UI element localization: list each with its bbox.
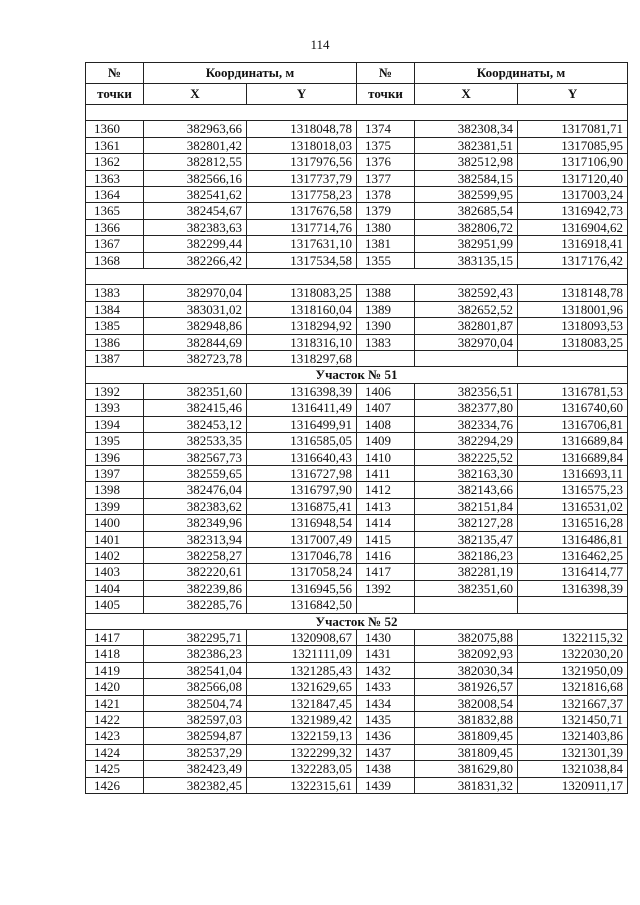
table-row — [86, 187, 628, 203]
x-coordinate-cell: 382512,98 — [415, 154, 518, 170]
x-coordinate-cell: 382386,23 — [144, 646, 247, 662]
y-coordinate-cell: 1318148,78 — [518, 285, 628, 301]
y-coordinate-cell: 1316462,25 — [518, 547, 628, 563]
section-title — [86, 105, 628, 121]
point-number-cell: 1415 — [357, 531, 415, 547]
x-coordinate-cell: 382349,96 — [144, 515, 247, 531]
point-number-cell: 1383 — [86, 285, 144, 301]
x-coordinate-cell: 382075,88 — [415, 629, 518, 645]
point-number-cell: 1392 — [357, 580, 415, 596]
y-coordinate-cell: 1316706,81 — [518, 416, 628, 432]
point-number-cell: 1413 — [357, 498, 415, 514]
table-row — [86, 170, 628, 186]
point-number-cell: 1414 — [357, 515, 415, 531]
table-header — [86, 63, 628, 105]
table-row — [86, 351, 628, 367]
y-coordinate-cell: 1321950,09 — [518, 662, 628, 678]
y-coordinate-cell: 1317676,58 — [247, 203, 357, 219]
x-coordinate-cell: 382844,69 — [144, 334, 247, 350]
x-coordinate-cell: 382239,86 — [144, 580, 247, 596]
y-coordinate-cell: 1322315,61 — [247, 777, 357, 793]
point-number-cell: 1418 — [86, 646, 144, 662]
table-row — [86, 285, 628, 301]
point-number-cell: 1421 — [86, 695, 144, 711]
y-coordinate-cell: 1316640,43 — [247, 449, 357, 465]
point-number-cell: 1381 — [357, 236, 415, 252]
point-number-cell: 1362 — [86, 154, 144, 170]
x-coordinate-cell: 382504,74 — [144, 695, 247, 711]
x-coordinate-cell: 382151,84 — [415, 498, 518, 514]
x-coordinate-cell: 382566,08 — [144, 679, 247, 695]
point-number-cell: 1423 — [86, 728, 144, 744]
y-coordinate-cell: 1316842,50 — [247, 597, 357, 613]
y-coordinate-cell: 1321450,71 — [518, 712, 628, 728]
y-coordinate-cell: 1321629,65 — [247, 679, 357, 695]
point-number-cell: 1417 — [86, 629, 144, 645]
point-number-cell — [357, 597, 415, 613]
x-coordinate-cell: 382186,23 — [415, 547, 518, 563]
y-coordinate-cell: 1321111,09 — [247, 646, 357, 662]
x-coordinate-cell: 382476,04 — [144, 482, 247, 498]
x-coordinate-cell: 382285,76 — [144, 597, 247, 613]
x-coordinate-cell: 382592,43 — [415, 285, 518, 301]
y-coordinate-cell: 1316585,05 — [247, 433, 357, 449]
point-number-cell: 1419 — [86, 662, 144, 678]
y-coordinate-cell: 1321038,84 — [518, 761, 628, 777]
point-number-cell: 1363 — [86, 170, 144, 186]
coordinates-header: Координаты, м — [415, 63, 628, 84]
point-number-cell: 1434 — [357, 695, 415, 711]
point-number-subheader: точки — [86, 84, 144, 105]
x-coordinate-cell: 382801,42 — [144, 137, 247, 153]
x-coordinate-cell: 382970,04 — [144, 285, 247, 301]
y-coordinate-cell: 1321989,42 — [247, 712, 357, 728]
point-number-cell: 1417 — [357, 564, 415, 580]
x-coordinate-cell: 382163,30 — [415, 465, 518, 481]
point-number-cell: 1412 — [357, 482, 415, 498]
section-title — [86, 269, 628, 285]
y-coordinate-cell: 1317758,23 — [247, 187, 357, 203]
table-row — [86, 629, 628, 645]
y-coordinate-cell: 1318160,04 — [247, 301, 357, 317]
point-number-cell: 1406 — [357, 383, 415, 399]
point-number-cell: 1424 — [86, 744, 144, 760]
x-coordinate-cell: 382963,66 — [144, 121, 247, 137]
x-coordinate-cell: 383135,15 — [415, 252, 518, 268]
x-coordinate-cell: 382415,46 — [144, 400, 247, 416]
x-coordinate-cell: 382356,51 — [415, 383, 518, 399]
point-number-cell: 1355 — [357, 252, 415, 268]
point-number-cell: 1430 — [357, 629, 415, 645]
point-number-cell: 1410 — [357, 449, 415, 465]
y-coordinate-cell: 1317534,58 — [247, 252, 357, 268]
point-number-cell: 1420 — [86, 679, 144, 695]
y-coordinate-cell: 1321403,86 — [518, 728, 628, 744]
y-coordinate-cell: 1316904,62 — [518, 219, 628, 235]
point-number-cell: 1386 — [86, 334, 144, 350]
x-coordinate-cell: 382594,87 — [144, 728, 247, 744]
table-row — [86, 679, 628, 695]
x-coordinate-cell: 382685,54 — [415, 203, 518, 219]
table-row — [86, 449, 628, 465]
table-row — [86, 597, 628, 613]
point-number-cell: 1431 — [357, 646, 415, 662]
x-coordinate-cell — [415, 597, 518, 613]
point-number-cell: 1396 — [86, 449, 144, 465]
y-coordinate-cell: 1317737,79 — [247, 170, 357, 186]
point-number-cell: 1425 — [86, 761, 144, 777]
x-coordinate-cell: 381926,57 — [415, 679, 518, 695]
x-coordinate-cell: 382313,94 — [144, 531, 247, 547]
point-number-cell: 1389 — [357, 301, 415, 317]
x-coordinate-cell: 382383,63 — [144, 219, 247, 235]
point-number-cell: 1411 — [357, 465, 415, 481]
table-row — [86, 301, 628, 317]
y-coordinate-cell: 1316875,41 — [247, 498, 357, 514]
point-number-cell: 1375 — [357, 137, 415, 153]
point-number-cell: 1407 — [357, 400, 415, 416]
point-number-cell: 1416 — [357, 547, 415, 563]
table-row — [86, 334, 628, 350]
coordinates-header: Координаты, м — [144, 63, 357, 84]
y-coordinate-cell: 1316689,84 — [518, 449, 628, 465]
y-coordinate-cell: 1317085,95 — [518, 137, 628, 153]
table-row — [86, 400, 628, 416]
y-coordinate-cell: 1316918,41 — [518, 236, 628, 252]
point-number-cell — [357, 351, 415, 367]
x-coordinate-cell: 381809,45 — [415, 728, 518, 744]
y-coordinate-cell: 1316781,53 — [518, 383, 628, 399]
y-coordinate-cell: 1317046,78 — [247, 547, 357, 563]
table-row — [86, 154, 628, 170]
y-coordinate-cell: 1318083,25 — [518, 334, 628, 350]
x-coordinate-cell: 382295,71 — [144, 629, 247, 645]
y-coordinate-cell: 1321816,68 — [518, 679, 628, 695]
y-coordinate-cell: 1316398,39 — [247, 383, 357, 399]
y-coordinate-cell: 1316531,02 — [518, 498, 628, 514]
x-coordinate-cell: 382541,04 — [144, 662, 247, 678]
point-number-cell: 1438 — [357, 761, 415, 777]
point-number-cell: 1380 — [357, 219, 415, 235]
x-coordinate-cell: 382567,73 — [144, 449, 247, 465]
table-row — [86, 515, 628, 531]
table-row — [86, 531, 628, 547]
x-coordinate-cell: 382382,45 — [144, 777, 247, 793]
table-row — [86, 580, 628, 596]
table-row — [86, 465, 628, 481]
point-number-cell: 1398 — [86, 482, 144, 498]
point-number-cell: 1439 — [357, 777, 415, 793]
point-number-cell: 1400 — [86, 515, 144, 531]
table-row — [86, 416, 628, 432]
x-coordinate-cell: 382723,78 — [144, 351, 247, 367]
x-coordinate-cell: 383031,02 — [144, 301, 247, 317]
x-coordinate-cell: 382453,12 — [144, 416, 247, 432]
y-coordinate-cell: 1316411,49 — [247, 400, 357, 416]
y-coordinate-cell: 1316499,91 — [247, 416, 357, 432]
point-number-cell: 1422 — [86, 712, 144, 728]
x-coordinate-cell: 382951,99 — [415, 236, 518, 252]
y-coordinate-cell: 1316945,56 — [247, 580, 357, 596]
table-row — [86, 121, 628, 137]
y-coordinate-cell — [518, 597, 628, 613]
y-column-header: Y — [518, 84, 628, 105]
table-row — [86, 761, 628, 777]
point-number-cell: 1364 — [86, 187, 144, 203]
coordinates-table — [85, 62, 628, 794]
y-coordinate-cell: 1318018,03 — [247, 137, 357, 153]
table-row — [86, 662, 628, 678]
y-coordinate-cell: 1318093,53 — [518, 318, 628, 334]
y-coordinate-cell: 1316689,84 — [518, 433, 628, 449]
y-coordinate-cell: 1322159,13 — [247, 728, 357, 744]
y-coordinate-cell: 1320911,17 — [518, 777, 628, 793]
table-row — [86, 203, 628, 219]
x-coordinate-cell: 382584,15 — [415, 170, 518, 186]
x-coordinate-cell: 382258,27 — [144, 547, 247, 563]
y-coordinate-cell: 1317058,24 — [247, 564, 357, 580]
x-coordinate-cell: 381832,88 — [415, 712, 518, 728]
x-coordinate-cell: 382537,29 — [144, 744, 247, 760]
y-coordinate-cell: 1316693,11 — [518, 465, 628, 481]
point-number-cell: 1394 — [86, 416, 144, 432]
x-coordinate-cell: 382308,34 — [415, 121, 518, 137]
point-number-cell: 1402 — [86, 547, 144, 563]
point-number-cell: 1436 — [357, 728, 415, 744]
section-title: Участок № 52 — [86, 613, 628, 629]
section-row — [86, 105, 628, 121]
table-row — [86, 564, 628, 580]
x-coordinate-cell: 382092,93 — [415, 646, 518, 662]
point-number-cell: 1360 — [86, 121, 144, 137]
point-number-cell: 1403 — [86, 564, 144, 580]
point-number-cell: 1435 — [357, 712, 415, 728]
point-number-cell: 1385 — [86, 318, 144, 334]
table-row — [86, 433, 628, 449]
point-number-cell: 1405 — [86, 597, 144, 613]
x-coordinate-cell: 382383,62 — [144, 498, 247, 514]
y-coordinate-cell: 1317007,49 — [247, 531, 357, 547]
table-row — [86, 777, 628, 793]
x-coordinate-cell: 382127,28 — [415, 515, 518, 531]
x-coordinate-cell: 382970,04 — [415, 334, 518, 350]
table-row — [86, 318, 628, 334]
y-coordinate-cell: 1318297,68 — [247, 351, 357, 367]
y-coordinate-cell: 1322283,05 — [247, 761, 357, 777]
x-coordinate-cell: 381831,32 — [415, 777, 518, 793]
y-coordinate-cell: 1317081,71 — [518, 121, 628, 137]
x-coordinate-cell: 382030,34 — [415, 662, 518, 678]
table-row — [86, 482, 628, 498]
point-number-cell: 1409 — [357, 433, 415, 449]
y-coordinate-cell — [518, 351, 628, 367]
y-coordinate-cell: 1317714,76 — [247, 219, 357, 235]
point-number-cell: 1401 — [86, 531, 144, 547]
point-number-cell: 1408 — [357, 416, 415, 432]
x-coordinate-cell: 382541,62 — [144, 187, 247, 203]
table-row — [86, 728, 628, 744]
point-number-cell: 1374 — [357, 121, 415, 137]
x-coordinate-cell: 382294,29 — [415, 433, 518, 449]
table-row — [86, 646, 628, 662]
point-number-cell: 1376 — [357, 154, 415, 170]
x-coordinate-cell: 382377,80 — [415, 400, 518, 416]
point-number-cell: 1378 — [357, 187, 415, 203]
point-number-cell: 1368 — [86, 252, 144, 268]
x-coordinate-cell: 382559,65 — [144, 465, 247, 481]
x-coordinate-cell: 382351,60 — [144, 383, 247, 399]
x-coordinate-cell: 382454,67 — [144, 203, 247, 219]
x-coordinate-cell: 382533,35 — [144, 433, 247, 449]
y-coordinate-cell: 1316948,54 — [247, 515, 357, 531]
y-coordinate-cell: 1317003,24 — [518, 187, 628, 203]
y-coordinate-cell: 1318316,10 — [247, 334, 357, 350]
point-number-cell: 1387 — [86, 351, 144, 367]
y-coordinate-cell: 1317976,56 — [247, 154, 357, 170]
point-number-cell: 1377 — [357, 170, 415, 186]
point-number-cell: 1361 — [86, 137, 144, 153]
x-coordinate-cell — [415, 351, 518, 367]
page-number: 114 — [310, 37, 330, 52]
x-coordinate-cell: 382597,03 — [144, 712, 247, 728]
x-coordinate-cell: 382806,72 — [415, 219, 518, 235]
point-number-cell: 1392 — [86, 383, 144, 399]
x-coordinate-cell: 382299,44 — [144, 236, 247, 252]
x-coordinate-cell: 382008,54 — [415, 695, 518, 711]
section-row — [86, 269, 628, 285]
point-number-header: № — [86, 63, 144, 84]
y-coordinate-cell: 1321847,45 — [247, 695, 357, 711]
y-coordinate-cell: 1316740,60 — [518, 400, 628, 416]
y-coordinate-cell: 1321301,39 — [518, 744, 628, 760]
section-title: Участок № 51 — [86, 367, 628, 383]
y-coordinate-cell: 1317106,90 — [518, 154, 628, 170]
y-coordinate-cell: 1317120,40 — [518, 170, 628, 186]
table-body — [86, 105, 628, 794]
x-coordinate-cell: 382566,16 — [144, 170, 247, 186]
x-coordinate-cell: 382266,42 — [144, 252, 247, 268]
point-number-cell: 1384 — [86, 301, 144, 317]
y-coordinate-cell: 1317631,10 — [247, 236, 357, 252]
table-row — [86, 219, 628, 235]
y-coordinate-cell: 1317176,42 — [518, 252, 628, 268]
table-row — [86, 498, 628, 514]
point-number-cell: 1388 — [357, 285, 415, 301]
y-coordinate-cell: 1316942,73 — [518, 203, 628, 219]
x-coordinate-cell: 381629,80 — [415, 761, 518, 777]
y-coordinate-cell: 1321667,37 — [518, 695, 628, 711]
point-number-cell: 1365 — [86, 203, 144, 219]
point-number-cell: 1367 — [86, 236, 144, 252]
x-column-header: X — [144, 84, 247, 105]
x-coordinate-cell: 382334,76 — [415, 416, 518, 432]
x-coordinate-cell: 381809,45 — [415, 744, 518, 760]
y-column-header: Y — [247, 84, 357, 105]
table-row — [86, 744, 628, 760]
x-coordinate-cell: 382812,55 — [144, 154, 247, 170]
section-row — [86, 613, 628, 629]
table-row — [86, 712, 628, 728]
y-coordinate-cell: 1318083,25 — [247, 285, 357, 301]
point-number-header: № — [357, 63, 415, 84]
point-number-cell: 1390 — [357, 318, 415, 334]
y-coordinate-cell: 1318048,78 — [247, 121, 357, 137]
point-number-cell: 1404 — [86, 580, 144, 596]
y-coordinate-cell: 1316398,39 — [518, 580, 628, 596]
table-row — [86, 695, 628, 711]
point-number-subheader: точки — [357, 84, 415, 105]
y-coordinate-cell: 1316797,90 — [247, 482, 357, 498]
x-coordinate-cell: 382220,61 — [144, 564, 247, 580]
x-coordinate-cell: 382801,87 — [415, 318, 518, 334]
x-coordinate-cell: 382599,95 — [415, 187, 518, 203]
y-coordinate-cell: 1316414,77 — [518, 564, 628, 580]
x-coordinate-cell: 382225,52 — [415, 449, 518, 465]
y-coordinate-cell: 1316486,81 — [518, 531, 628, 547]
y-coordinate-cell: 1322115,32 — [518, 629, 628, 645]
x-coordinate-cell: 382281,19 — [415, 564, 518, 580]
x-coordinate-cell: 382351,60 — [415, 580, 518, 596]
x-coordinate-cell: 382135,47 — [415, 531, 518, 547]
x-column-header: X — [415, 84, 518, 105]
point-number-cell: 1366 — [86, 219, 144, 235]
table-row — [86, 383, 628, 399]
table-row — [86, 252, 628, 268]
point-number-cell: 1399 — [86, 498, 144, 514]
x-coordinate-cell: 382948,86 — [144, 318, 247, 334]
point-number-cell: 1393 — [86, 400, 144, 416]
table-row — [86, 236, 628, 252]
y-coordinate-cell: 1321285,43 — [247, 662, 357, 678]
point-number-cell: 1426 — [86, 777, 144, 793]
x-coordinate-cell: 382652,52 — [415, 301, 518, 317]
table-row — [86, 547, 628, 563]
section-row — [86, 367, 628, 383]
y-coordinate-cell: 1320908,67 — [247, 629, 357, 645]
y-coordinate-cell: 1322299,32 — [247, 744, 357, 760]
y-coordinate-cell: 1316516,28 — [518, 515, 628, 531]
y-coordinate-cell: 1322030,20 — [518, 646, 628, 662]
table-row — [86, 137, 628, 153]
y-coordinate-cell: 1318294,92 — [247, 318, 357, 334]
point-number-cell: 1395 — [86, 433, 144, 449]
x-coordinate-cell: 382423,49 — [144, 761, 247, 777]
point-number-cell: 1432 — [357, 662, 415, 678]
point-number-cell: 1433 — [357, 679, 415, 695]
point-number-cell: 1397 — [86, 465, 144, 481]
point-number-cell: 1437 — [357, 744, 415, 760]
y-coordinate-cell: 1316727,98 — [247, 465, 357, 481]
point-number-cell: 1383 — [357, 334, 415, 350]
point-number-cell: 1379 — [357, 203, 415, 219]
y-coordinate-cell: 1316575,23 — [518, 482, 628, 498]
x-coordinate-cell: 382381,51 — [415, 137, 518, 153]
y-coordinate-cell: 1318001,96 — [518, 301, 628, 317]
x-coordinate-cell: 382143,66 — [415, 482, 518, 498]
